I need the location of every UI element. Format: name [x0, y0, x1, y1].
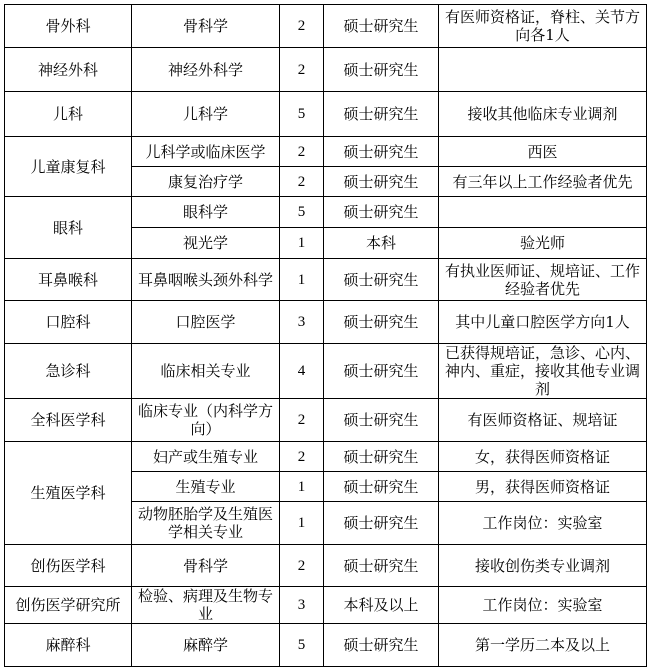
education-cell: 硕士研究生: [324, 48, 439, 92]
dept-cell: 儿童康复科: [5, 137, 132, 197]
major-cell: 检验、病理及生物专业: [132, 587, 280, 624]
table-row: [5, 399, 647, 442]
major-cell: 动物胚胎学及生殖医学相关专业: [132, 502, 280, 545]
education-cell: 硕士研究生: [324, 92, 439, 137]
education-cell: 硕士研究生: [324, 197, 439, 228]
education-cell: 硕士研究生: [324, 472, 439, 502]
major-cell: 骨科学: [132, 5, 280, 48]
table-row: [5, 137, 647, 167]
note-cell: 工作岗位：实验室: [439, 502, 647, 545]
major-cell: 康复治疗学: [132, 167, 280, 197]
note-cell: 工作岗位：实验室: [439, 587, 647, 624]
count-cell: 2: [280, 167, 324, 197]
table-row: [5, 442, 647, 472]
major-cell: 儿科学: [132, 92, 280, 137]
education-cell: 硕士研究生: [324, 502, 439, 545]
education-cell: 硕士研究生: [324, 137, 439, 167]
note-cell: 男，获得医师资格证: [439, 472, 647, 502]
dept-cell: 创伤医学科: [5, 545, 132, 587]
count-cell: 4: [280, 344, 324, 399]
count-cell: 5: [280, 197, 324, 228]
note-cell: 西医: [439, 137, 647, 167]
education-cell: 硕士研究生: [324, 624, 439, 667]
dept-cell: 生殖医学科: [5, 442, 132, 545]
note-cell: 有执业医师证、规培证、工作经验者优先: [439, 259, 647, 301]
note-cell: 有三年以上工作经验者优先: [439, 167, 647, 197]
count-cell: 1: [280, 259, 324, 301]
count-cell: 5: [280, 92, 324, 137]
table-row: [5, 197, 647, 228]
major-cell: 儿科学或临床医学: [132, 137, 280, 167]
dept-cell: 全科医学科: [5, 399, 132, 442]
major-cell: 神经外科学: [132, 48, 280, 92]
note-cell: 接收创伤类专业调剂: [439, 545, 647, 587]
note-cell: 其中儿童口腔医学方向1人: [439, 301, 647, 344]
recruitment-table: [4, 4, 647, 667]
dept-cell: 儿科: [5, 92, 132, 137]
note-cell: 有医师资格证、规培证: [439, 399, 647, 442]
education-cell: 硕士研究生: [324, 399, 439, 442]
table-row: [5, 545, 647, 587]
note-cell: 验光师: [439, 228, 647, 259]
dept-cell: 神经外科: [5, 48, 132, 92]
count-cell: 2: [280, 5, 324, 48]
table-row: [5, 344, 647, 399]
major-cell: 临床相关专业: [132, 344, 280, 399]
education-cell: 硕士研究生: [324, 545, 439, 587]
dept-cell: 骨外科: [5, 5, 132, 48]
count-cell: 2: [280, 48, 324, 92]
education-cell: 本科及以上: [324, 587, 439, 624]
table-row: [5, 92, 647, 137]
table-row: [5, 301, 647, 344]
table-row: [5, 587, 647, 624]
note-cell: 女，获得医师资格证: [439, 442, 647, 472]
major-cell: 麻醉学: [132, 624, 280, 667]
table-row: [5, 624, 647, 667]
major-cell: 口腔医学: [132, 301, 280, 344]
dept-cell: 耳鼻喉科: [5, 259, 132, 301]
note-cell: [439, 197, 647, 228]
major-cell: 生殖专业: [132, 472, 280, 502]
education-cell: 本科: [324, 228, 439, 259]
count-cell: 3: [280, 587, 324, 624]
dept-cell: 麻醉科: [5, 624, 132, 667]
count-cell: 1: [280, 502, 324, 545]
education-cell: 硕士研究生: [324, 301, 439, 344]
education-cell: 硕士研究生: [324, 344, 439, 399]
count-cell: 5: [280, 624, 324, 667]
dept-cell: 急诊科: [5, 344, 132, 399]
note-cell: 已获得规培证，急诊、心内、神内、重症，接收其他专业调剂: [439, 344, 647, 399]
count-cell: 1: [280, 228, 324, 259]
education-cell: 硕士研究生: [324, 259, 439, 301]
major-cell: 骨科学: [132, 545, 280, 587]
count-cell: 2: [280, 137, 324, 167]
note-cell: 第一学历二本及以上: [439, 624, 647, 667]
education-cell: 硕士研究生: [324, 5, 439, 48]
table-row: [5, 48, 647, 92]
dept-cell: 口腔科: [5, 301, 132, 344]
dept-cell: 眼科: [5, 197, 132, 259]
count-cell: 2: [280, 399, 324, 442]
table-row: [5, 5, 647, 48]
count-cell: 3: [280, 301, 324, 344]
dept-cell: 创伤医学研究所: [5, 587, 132, 624]
note-cell: [439, 48, 647, 92]
education-cell: 硕士研究生: [324, 167, 439, 197]
education-cell: 硕士研究生: [324, 442, 439, 472]
major-cell: 眼科学: [132, 197, 280, 228]
count-cell: 2: [280, 545, 324, 587]
table-row: [5, 259, 647, 301]
count-cell: 2: [280, 442, 324, 472]
major-cell: 耳鼻咽喉头颈外科学: [132, 259, 280, 301]
note-cell: 有医师资格证，脊柱、关节方向各1人: [439, 5, 647, 48]
note-cell: 接收其他临床专业调剂: [439, 92, 647, 137]
count-cell: 1: [280, 472, 324, 502]
major-cell: 视光学: [132, 228, 280, 259]
major-cell: 临床专业（内科学方向）: [132, 399, 280, 442]
major-cell: 妇产或生殖专业: [132, 442, 280, 472]
